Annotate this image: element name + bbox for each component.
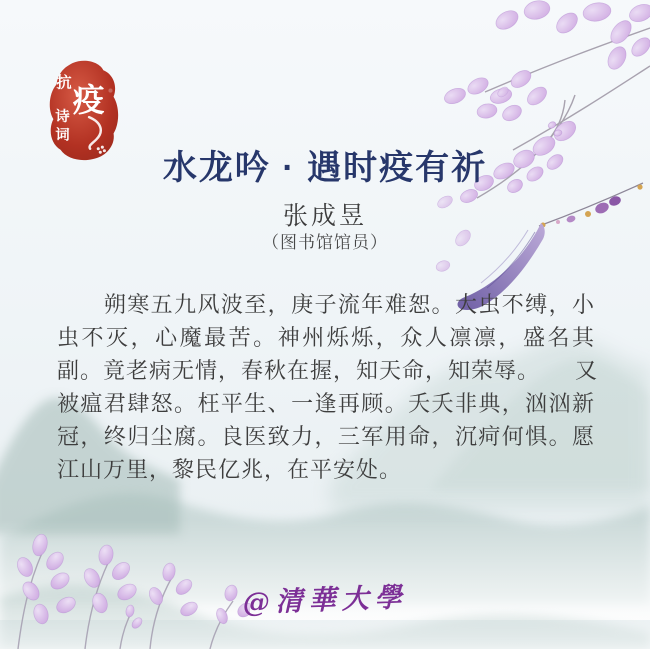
seal-char: 抗 <box>56 74 72 92</box>
poem-body <box>57 288 599 486</box>
author-name: 张成昱 <box>282 202 367 230</box>
tsinghua-signature: @清華大學 <box>242 582 409 619</box>
seal-char: 词 <box>55 127 70 144</box>
poem-line: 副。竟老病无情，春秋在握，知天命，知荣辱。 又 <box>57 358 599 383</box>
seal-char: 疫 <box>72 82 105 118</box>
poem-line: 被瘟君肆怒。枉平生、一逢再顾。夭夭非典，汹汹新 <box>57 391 595 416</box>
page-title: 水龙吟 · 遇时疫有祈 <box>162 149 488 187</box>
author-role: （图书馆馆员） <box>262 233 388 252</box>
poem-line: 虫不灭，心魔最苦。神州烁烁，众人凛凛，盛名其 <box>57 325 595 350</box>
seal-char: 诗 <box>55 109 70 126</box>
poem-line: 江山万里，黎民亿兆，在平安处。 <box>57 457 403 482</box>
poem-line: 朔寒五九风波至，庚子流年难恕。大虫不缚，小 <box>57 292 595 317</box>
poem-line: 冠，终归尘腐。良医致力，三军用命，沉疴何惧。愿 <box>57 424 595 449</box>
